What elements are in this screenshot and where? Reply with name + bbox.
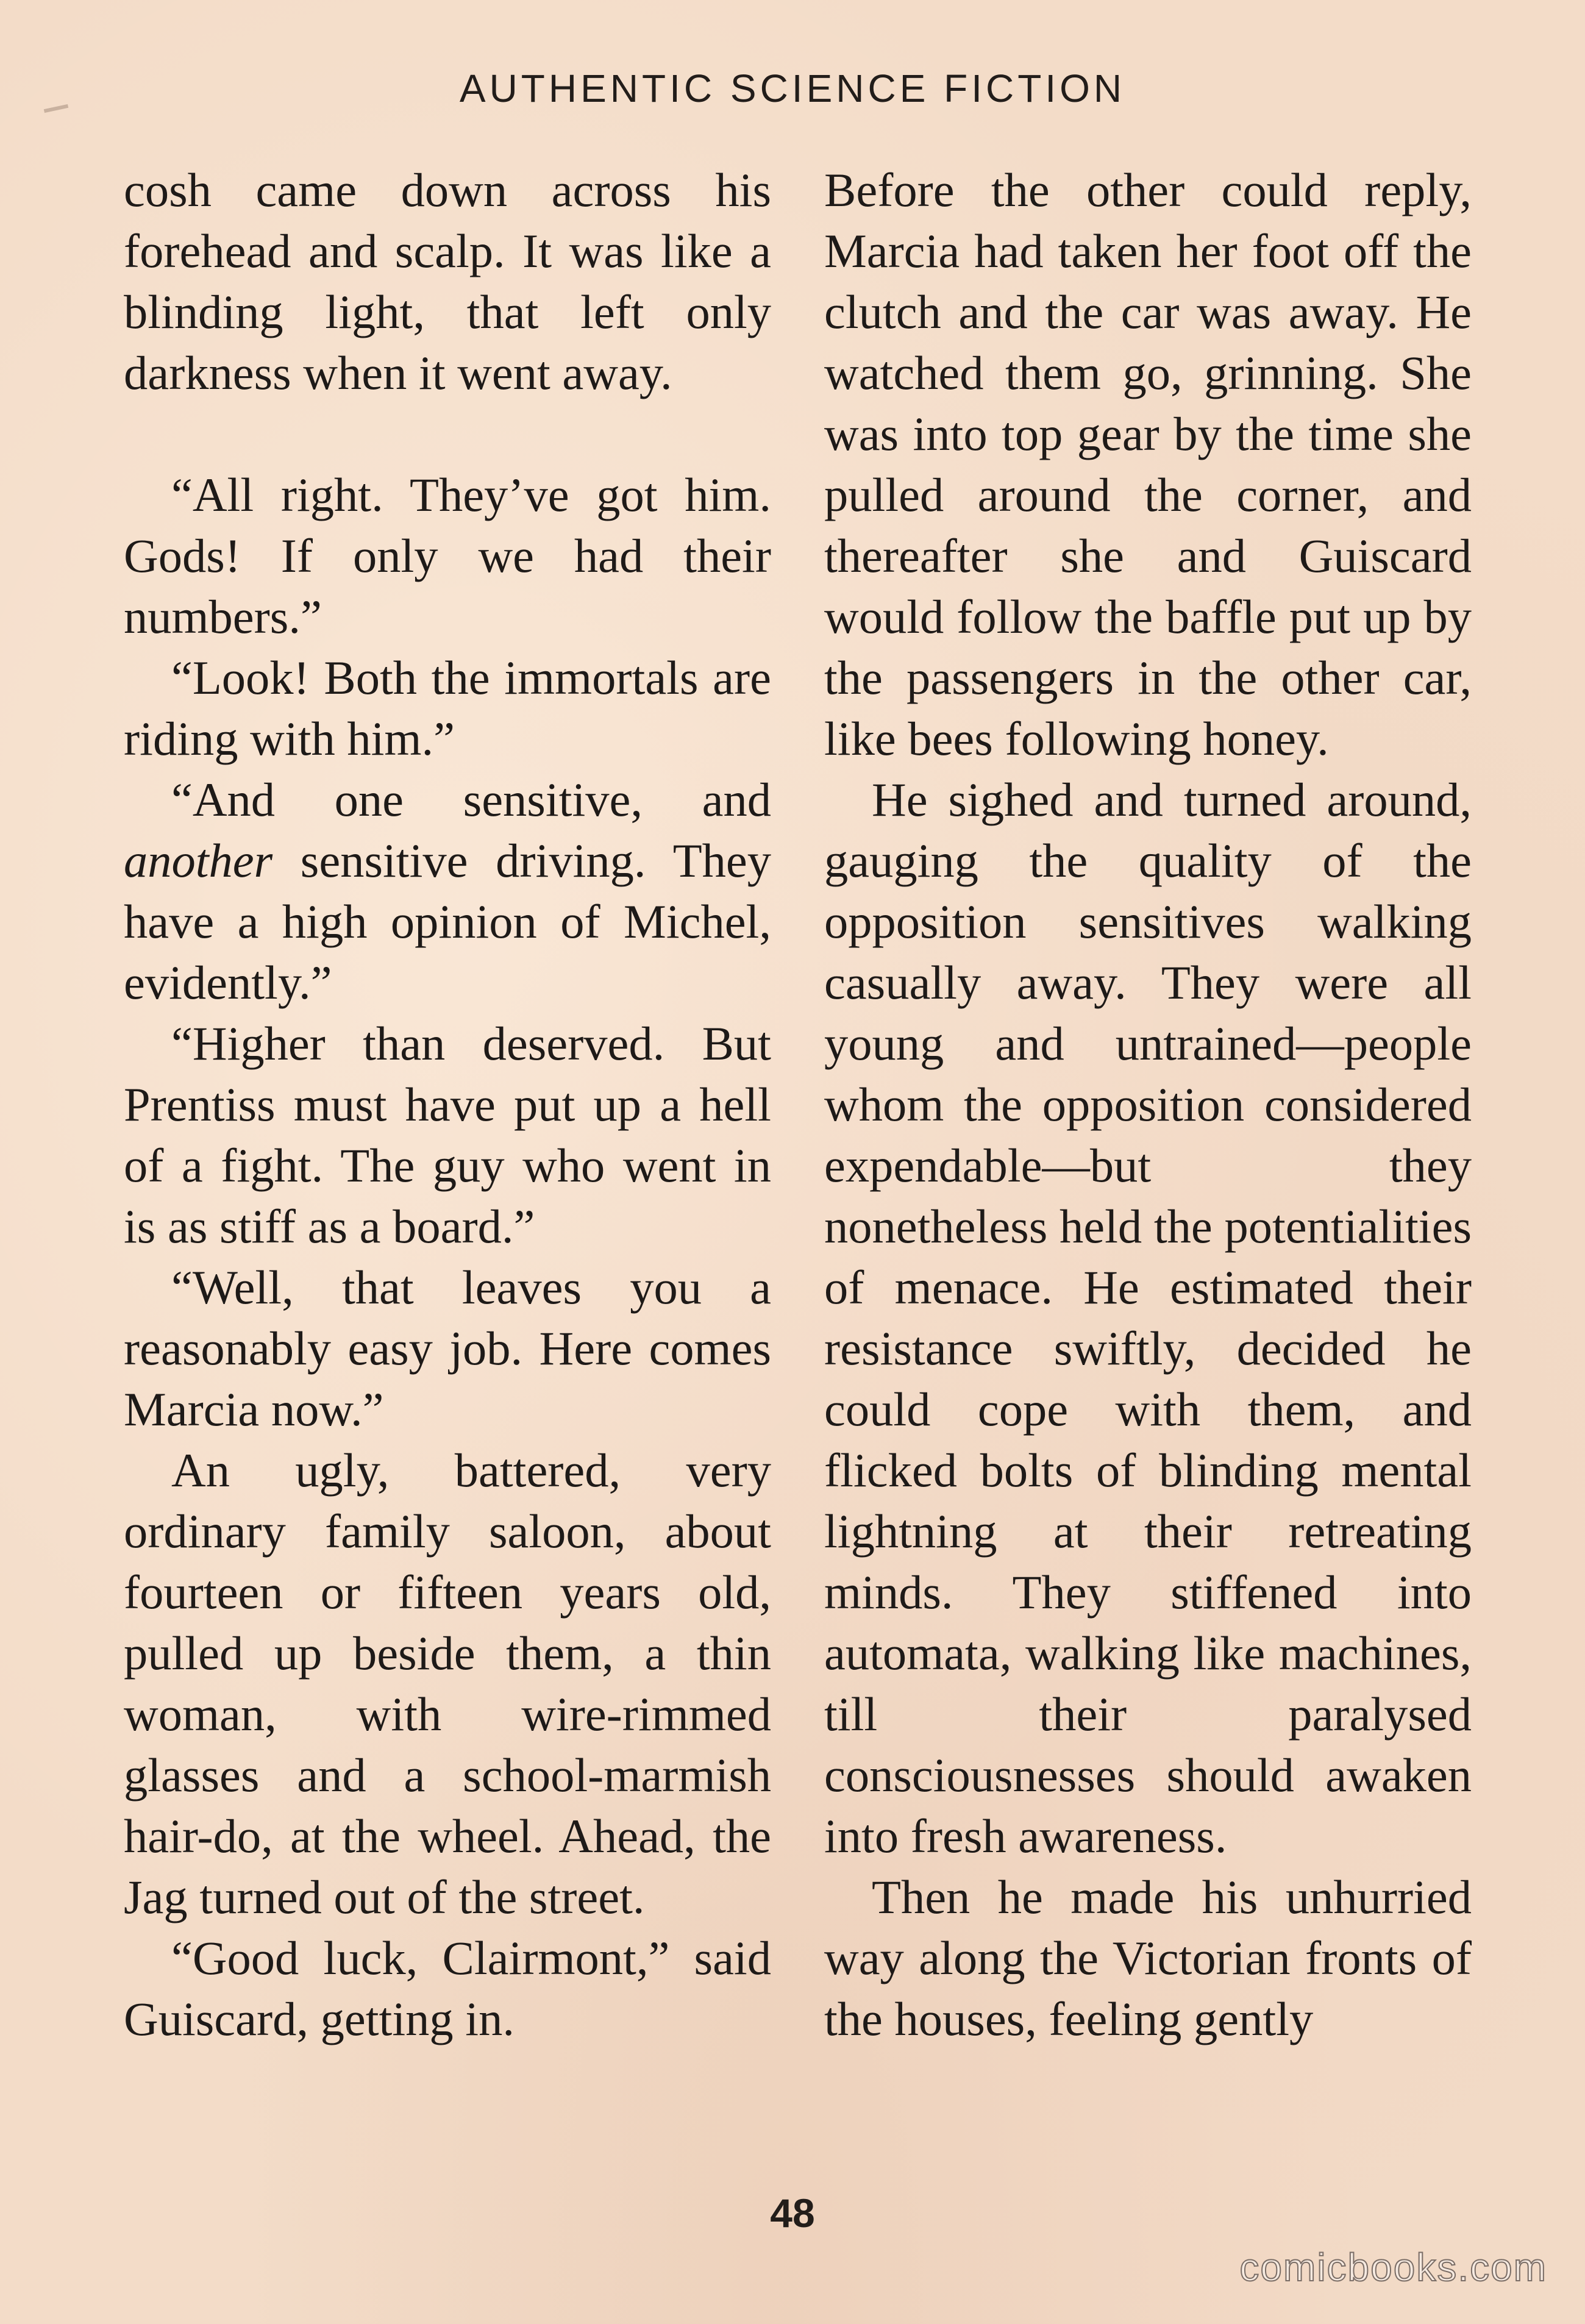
italic-word: another bbox=[124, 834, 273, 887]
paragraph: cosh came down across his forehead and scalp. It was like a blinding light, that left only darkness when it went away. bbox=[124, 163, 771, 399]
paragraph: “Look! Both the immortals are riding with him.” bbox=[124, 651, 771, 765]
left-column bbox=[124, 160, 771, 2050]
paragraph-text: “And one sensitive, and bbox=[171, 773, 771, 826]
source-watermark: comicbooks.com bbox=[1239, 2245, 1547, 2289]
running-head: AUTHENTIC SCIENCE FICTION bbox=[459, 66, 1126, 110]
paragraph: “Higher than deserved. But Prentiss must have put up a hell of a fight. The guy who went in is as stiff as a board.” bbox=[124, 1017, 771, 1253]
paragraph: “Well, that leaves you a reasonably easy job. Here comes Marcia now.” bbox=[124, 1261, 771, 1436]
paragraph: “Good luck, Clairmont,” said Guiscard, getting in. bbox=[124, 1931, 771, 2045]
paragraph: An ugly, battered, very ordinary family saloon, about fourteen or fifteen years old, pulled up beside them, a thin woman, with wire-rimmed glasses and a school-marmish hair-do, at the wheel. Ahead, the Jag turned out of the street. bbox=[124, 1444, 771, 1923]
paragraph-text: sensitive driving. They have a high opinion of Michel, evidently.” bbox=[124, 834, 771, 1009]
paragraph: He sighed and turned around, gauging the quality of the opposition sensitives walking casually away. They were all young and untrained—people whom the opposition considered expendable—but they nonetheless held the potentialities of menace. He estimated their resistance swiftly, decided he could cope with them, and flicked bolts of blinding mental lightning at their retreating minds. They stiffened into automata, walking like machines, till their paralysed consciousnesses should awaken into fresh awareness. bbox=[824, 773, 1472, 1862]
paragraph bbox=[124, 769, 771, 1013]
page-number: 48 bbox=[770, 2190, 815, 2236]
paragraph: “All right. They’ve got him. Gods! If only we had their numbers.” bbox=[124, 468, 771, 643]
paragraph: Then he made his unhurried way along the Victorian fronts of the houses, feeling gently bbox=[824, 1870, 1472, 2045]
paragraph: Before the other could reply, Marcia had taken her foot off the clutch and the car was away. He watched them go, grinning. She was into top gear by the time she pulled around the corner, and thereafter she and Guiscard would follow the baffle put up by the passengers in the other car, like bees following honey. bbox=[824, 163, 1472, 765]
right-column bbox=[824, 160, 1472, 2050]
